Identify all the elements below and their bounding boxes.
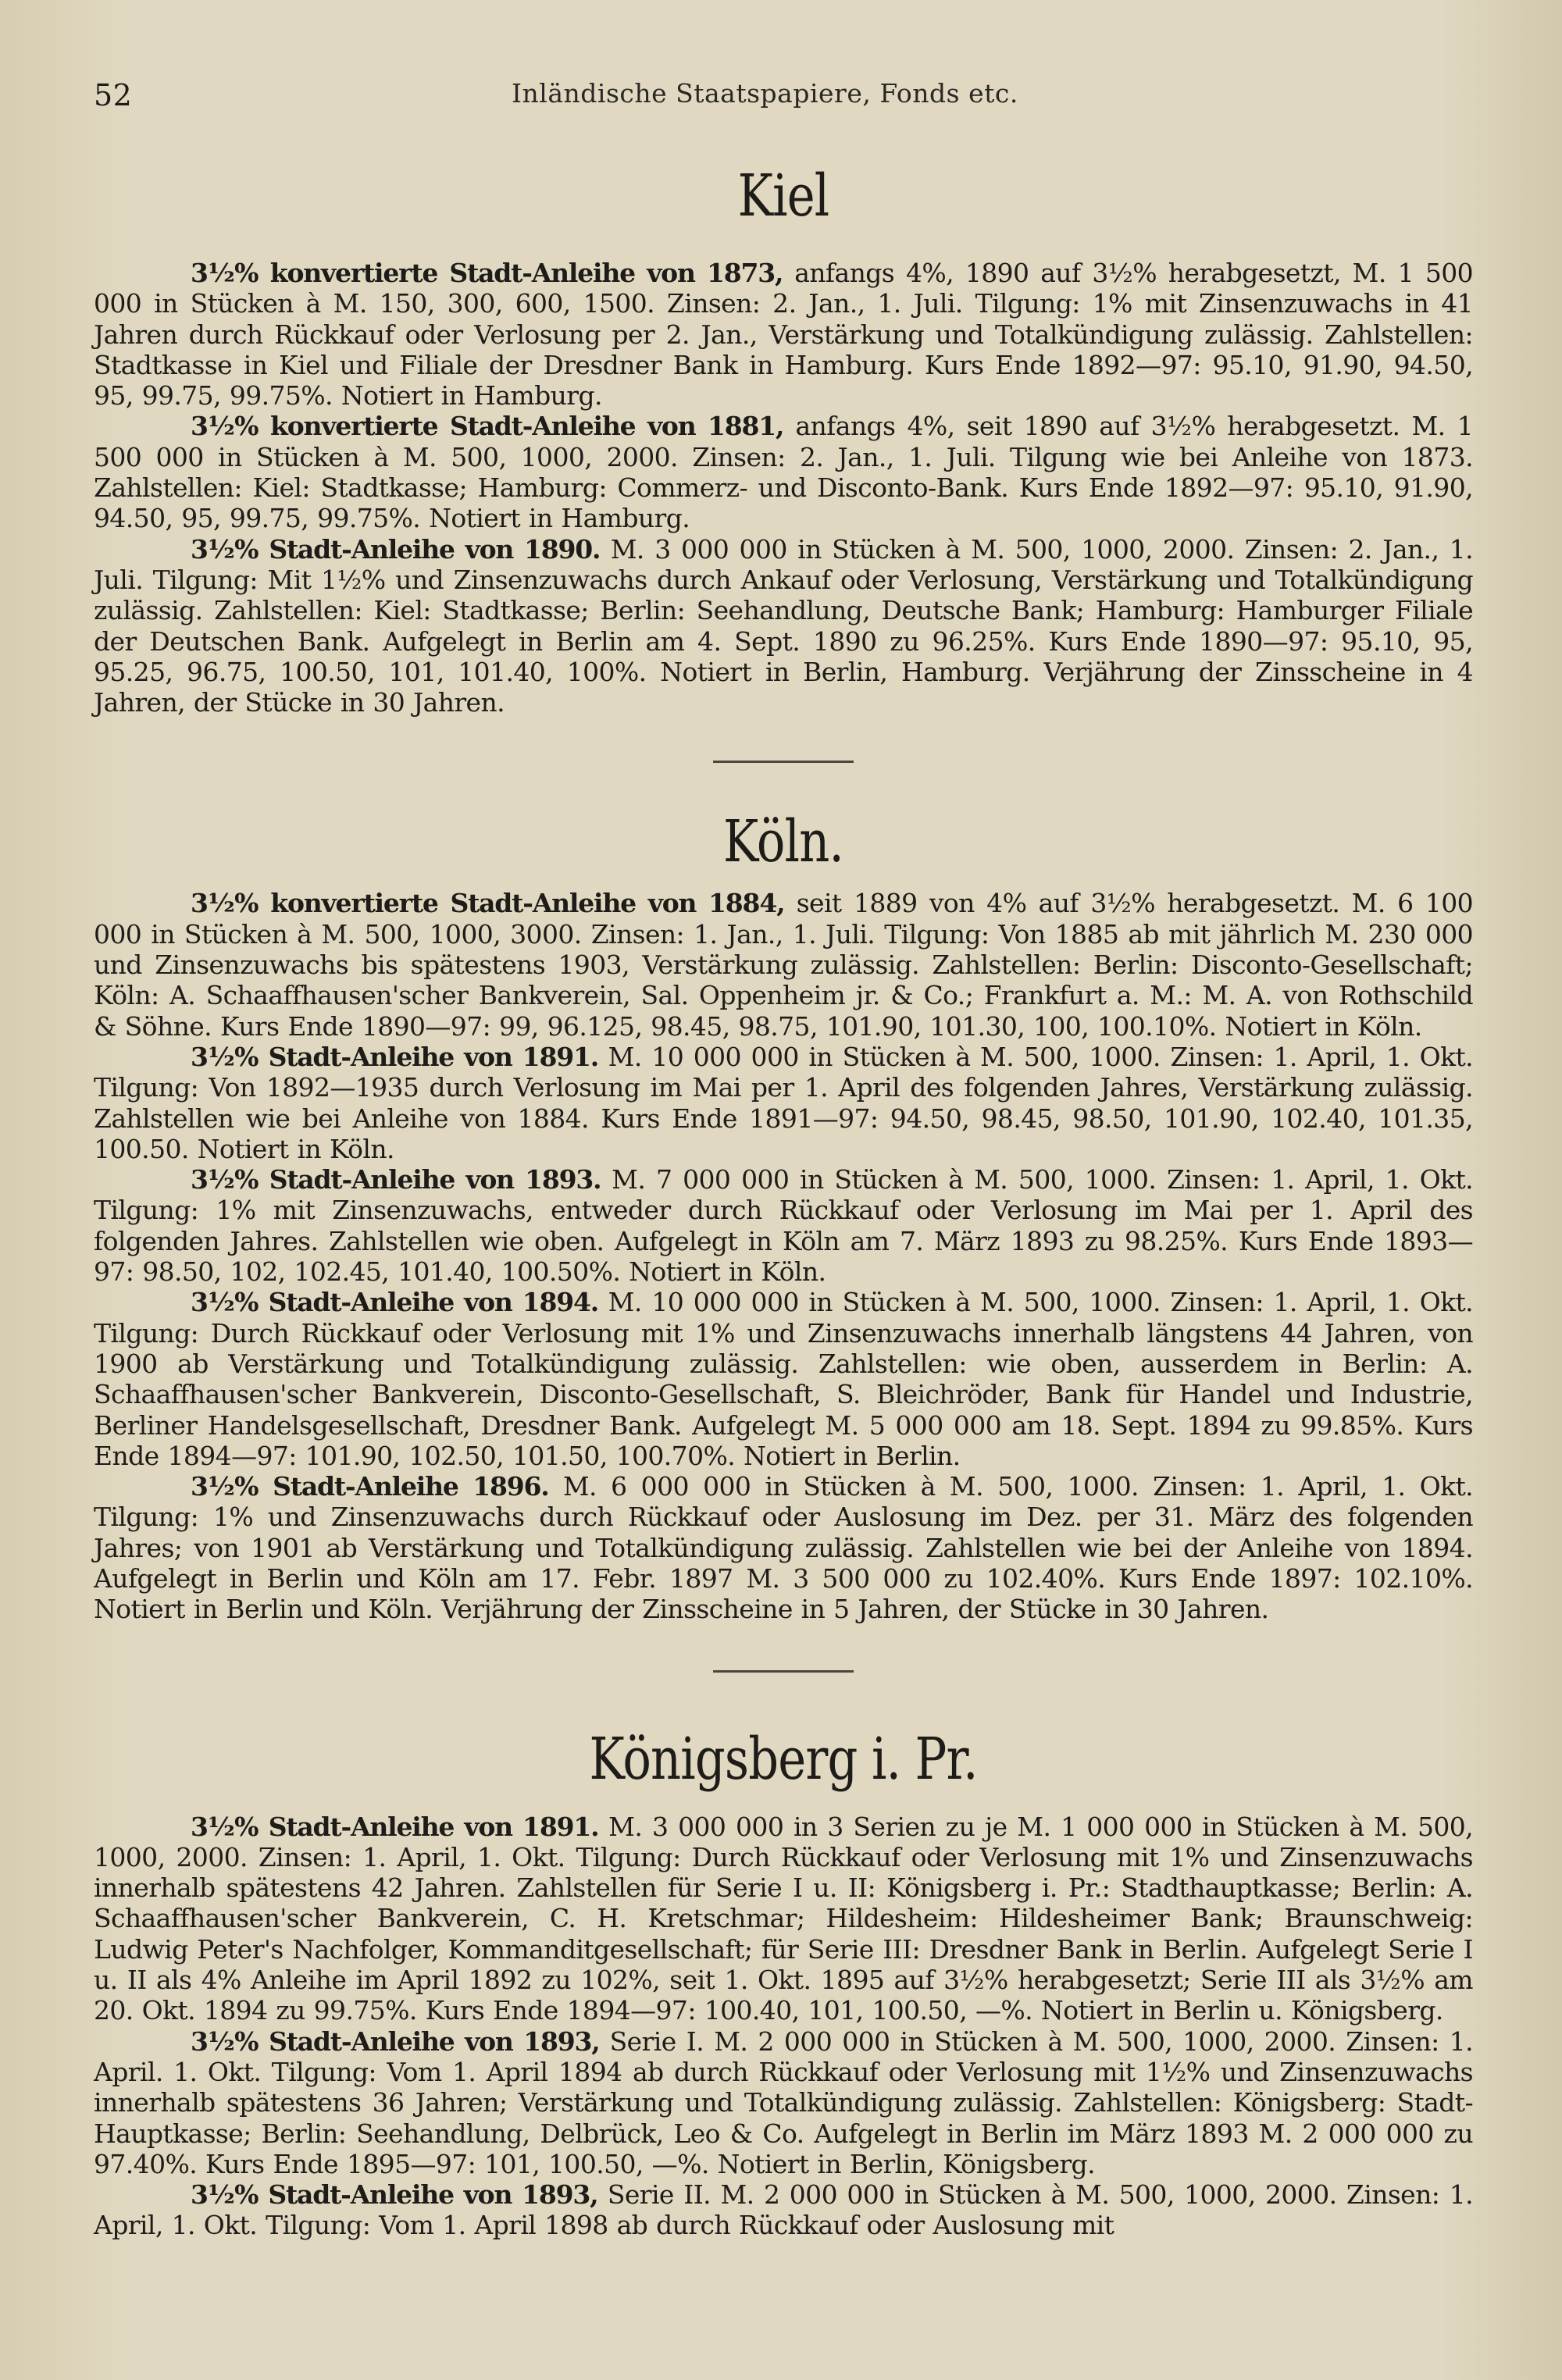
loan-text: M. 7 000 000 in Stücken à M. 500, 1000. Zinsen: 1. April, 1. Okt. Tilgung: 1% mit Zinsenzuwachs, entweder durch Rückkauf oder Verlosung im Mai per 1. April des folgenden Jahres. Zahlstellen wie oben. Aufgelegt in Köln am 7. März 1893 zu 98.25%. Kurs Ende 1893—97: 98.50, 102, 102.45, 101.40, 100.50%. Notiert in Köln. [94, 1164, 1474, 1288]
loan-title: Stadt-Anleihe von 1891. [268, 1811, 599, 1842]
loan-entry [94, 1164, 1473, 1287]
interest-rate: 3½% [191, 1041, 259, 1072]
loan-title: Stadt-Anleihe von 1891. [268, 1041, 599, 1072]
interest-rate: 3½% [191, 1811, 259, 1842]
interest-rate: 3½% [191, 411, 259, 442]
loan-title: konvertierte Stadt-Anleihe von 1881, [270, 411, 784, 442]
loan-title: konvertierte Stadt-Anleihe von 1873, [269, 258, 783, 288]
loan-text: Serie II. M. 2 000 000 in Stücken à M. 500, 1000, 2000. Zinsen: 1. April, 1. Okt. Tilgung: Vom 1. April 1898 ab durch Rückkauf oder Auslosung mit [94, 2179, 1473, 2241]
loan-text: M. 10 000 000 in Stücken à M. 500, 1000. Zinsen: 1. April, 1. Okt. Tilgung: Von 1892—1935 durch Verlosung im Mai per 1. April des folgenden Jahres, Verstärkung zulässig. Zahlstellen wie bei Anleihe von 1884. Kurs Ende 1891—97: 94.50, 98.45, 98.50, 101.90, 102.40, 101.35, 100.50. Notiert in Köln. [94, 1041, 1474, 1164]
loan-title: konvertierte Stadt-Anleihe von 1884, [270, 888, 785, 919]
loan-entry [94, 1042, 1473, 1164]
loan-title: Stadt-Anleihe von 1893, [269, 2025, 600, 2057]
section-koenigsberg [94, 1725, 1474, 2241]
city-heading: Köln. [723, 808, 843, 876]
section-divider [713, 1670, 854, 1673]
loan-entry [94, 1287, 1473, 1471]
loan-entry [94, 411, 1473, 533]
loan-text: anfangs 4%, 1890 auf 3½% herabgesetzt, M. 1 500 000 in Stücken à M. 150, 300, 600, 1500. Zinsen: 2. Jan., 1. Juli. Tilgung: 1% mit Zinsenzuwachs in 41 Jahren durch Rückkauf oder Verlosung per 2. Jan., Verstärkung und Totalkündigung zulässig. Zahlstellen: Stadtkasse in Kiel und Filiale der Dresdner Bank in Hamburg. Kurs Ende 1892—97: 95.10, 91.90, 94.50, 95, 99.75, 99.75%. Notiert in Hamburg. [94, 258, 1474, 412]
loan-text: seit 1889 von 4% auf 3½% herabgesetzt. M. 6 100 000 in Stücken à M. 500, 1000, 3000. Zinsen: 1. Jan., 1. Juli. Tilgung: Von 1885 ab mit jährlich M. 230 000 und Zinsenzuwachs bis spätestens 1903, Verstärkung zulässig. Zahlstellen: Berlin: Disconto-Gesellschaft; Köln: A. Schaaffhausen'scher Bankverein, Sal. Oppenheim jr. & Co.; Frankfurt a. M.: M. A. von Rothschild & Söhne. Kurs Ende 1890—97: 99, 96.125, 98.45, 98.75, 101.90, 101.30, 100, 100.10%. Notiert in Köln. [94, 888, 1473, 1042]
running-title: Inländische Staatspapiere, Fonds etc. [512, 78, 1018, 109]
interest-rate: 3½% [191, 2179, 259, 2211]
page [94, 78, 1473, 2241]
interest-rate: 3½% [191, 258, 259, 288]
loan-text: M. 3 000 000 in 3 Serien zu je M. 1 000 000 in Stücken à M. 500, 1000, 2000. Zinsen: 1. April, 1. Okt. Tilgung: Durch Rückkauf oder Verlosung mit 1% und Zinsenzuwachs innerhalb spätestens 42 Jahren. Zahlstellen für Serie I u. II: Königsberg i. Pr.: Stadthauptkasse; Berlin: A. Schaaffhausen'scher Bankverein, C. H. Kretschmar; Hildesheim: Hildesheimer Bank; Braunschweig: Ludwig Peter's Nachfolger, Kommanditgesellschaft; für Serie III: Dresdner Bank in Berlin. Aufgelegt Serie I u. II als 4% Anleihe im April 1892 zu 102%, seit 1. Okt. 1895 auf 3½% herabgesetzt; Serie III als 3½% am 20. Okt. 1894 zu 99.75%. Kurs Ende 1894—97: 100.40, 101, 100.50, —%. Notiert in Berlin u. Königsberg. [94, 1811, 1474, 2026]
interest-rate: 3½% [191, 1471, 259, 1502]
interest-rate: 3½% [191, 1164, 259, 1195]
loan-entry [94, 534, 1473, 718]
section-kiel [94, 162, 1474, 718]
running-head [94, 78, 1473, 125]
section-divider [713, 761, 854, 763]
loan-text: M. 6 000 000 in Stücken à M. 500, 1000. Zinsen: 1. April, 1. Okt. Tilgung: 1% und Zinsenzuwachs durch Rückkauf oder Auslosung im Dez. per 31. März des folgenden Jahres; von 1901 ab Verstärkung und Totalkündigung zulässig. Zahlstellen wie bei der Anleihe von 1894. Aufgelegt in Berlin und Köln am 17. Febr. 1897 M. 3 500 000 zu 102.40%. Kurs Ende 1897: 102.10%. Notiert in Berlin und Köln. Verjährung der Zinsscheine in 5 Jahren, der Stücke in 30 Jahren. [94, 1471, 1474, 1625]
loan-title: Stadt-Anleihe von 1894. [268, 1287, 599, 1318]
interest-rate: 3½% [191, 2025, 259, 2057]
loan-title: Stadt-Anleihe von 1890. [269, 533, 601, 565]
loan-title: Stadt-Anleihe von 1893, [268, 2179, 598, 2211]
loan-entry [94, 2026, 1473, 2179]
loan-entry [94, 2179, 1473, 2241]
loan-text: anfangs 4%, seit 1890 auf 3½% herabgesetzt. M. 1 500 000 in Stücken à M. 500, 1000, 2000. Zinsen: 2. Jan., 1. Juli. Tilgung wie bei Anleihe von 1873. Zahlstellen: Kiel: Stadtkasse; Hamburg: Commerz- und Disconto-Bank. Kurs Ende 1892—97: 95.10, 91.90, 94.50, 95, 99.75, 99.75%. Notiert in Hamburg. [94, 411, 1474, 534]
city-heading: Königsberg i. Pr. [589, 1725, 978, 1793]
loan-entry [94, 258, 1473, 411]
loan-title: Stadt-Anleihe 1896. [273, 1471, 549, 1502]
interest-rate: 3½% [191, 1287, 259, 1318]
loan-entry [94, 1471, 1473, 1624]
loan-text: Serie I. M. 2 000 000 in Stücken à M. 500, 1000, 2000. Zinsen: 1. April. 1. Okt. Tilgung: Vom 1. April 1894 ab durch Rückkauf oder Verlosung mit 1½% und Zinsenzuwachs innerhalb spätestens 36 Jahren; Verstärkung und Totalkündigung zulässig. Zahlstellen: Königsberg: Stadt-Hauptkasse; Berlin: Seehandlung, Delbrück, Leo & Co. Aufgelegt in Berlin im März 1893 M. 2 000 000 zu 97.40%. Kurs Ende 1895—97: 101, 100.50, —%. Notiert in Berlin, Königsberg. [94, 2025, 1474, 2179]
loan-entry [94, 888, 1473, 1041]
loan-text: M. 10 000 000 in Stücken à M. 500, 1000. Zinsen: 1. April, 1. Okt. Tilgung: Durch Rückkauf oder Verlosung mit 1% und Zinsenzuwachs innerhalb längstens 44 Jahren, von 1900 ab Verstärkung und Totalkündigung zulässig. Zahlstellen: wie oben, ausserdem in Berlin: A. Schaaffhausen'scher Bankverein, Disconto-Gesellschaft, S. Bleichröder, Bank für Handel und Industrie, Berliner Handelsgesellschaft, Dresdner Bank. Aufgelegt M. 5 000 000 am 18. Sept. 1894 zu 99.85%. Kurs Ende 1894—97: 101.90, 102.50, 101.50, 100.70%. Notiert in Berlin. [94, 1287, 1474, 1471]
city-heading: Kiel [737, 162, 829, 230]
loan-title: Stadt-Anleihe von 1893. [269, 1164, 601, 1195]
interest-rate: 3½% [191, 888, 259, 919]
loan-entry [94, 1812, 1473, 2026]
interest-rate: 3½% [191, 533, 259, 565]
page-number: 52 [94, 78, 133, 112]
section-koeln [94, 808, 1474, 1625]
loan-text: M. 3 000 000 in Stücken à M. 500, 1000, 2000. Zinsen: 2. Jan., 1. Juli. Tilgung: Mit 1½% und Zinsenzuwachs durch Ankauf oder Verlosung, Verstärkung und Totalkündigung zulässig. Zahlstellen: Kiel: Stadtkasse; Berlin: Seehandlung, Deutsche Bank; Hamburg: Hamburger Filiale der Deutschen Bank. Aufgelegt in Berlin am 4. Sept. 1890 zu 96.25%. Kurs Ende 1890—97: 95.10, 95, 95.25, 96.75, 100.50, 101, 101.40, 100%. Notiert in Berlin, Hamburg. Verjährung der Zinsscheine in 4 Jahren, der Stücke in 30 Jahren. [94, 533, 1474, 718]
